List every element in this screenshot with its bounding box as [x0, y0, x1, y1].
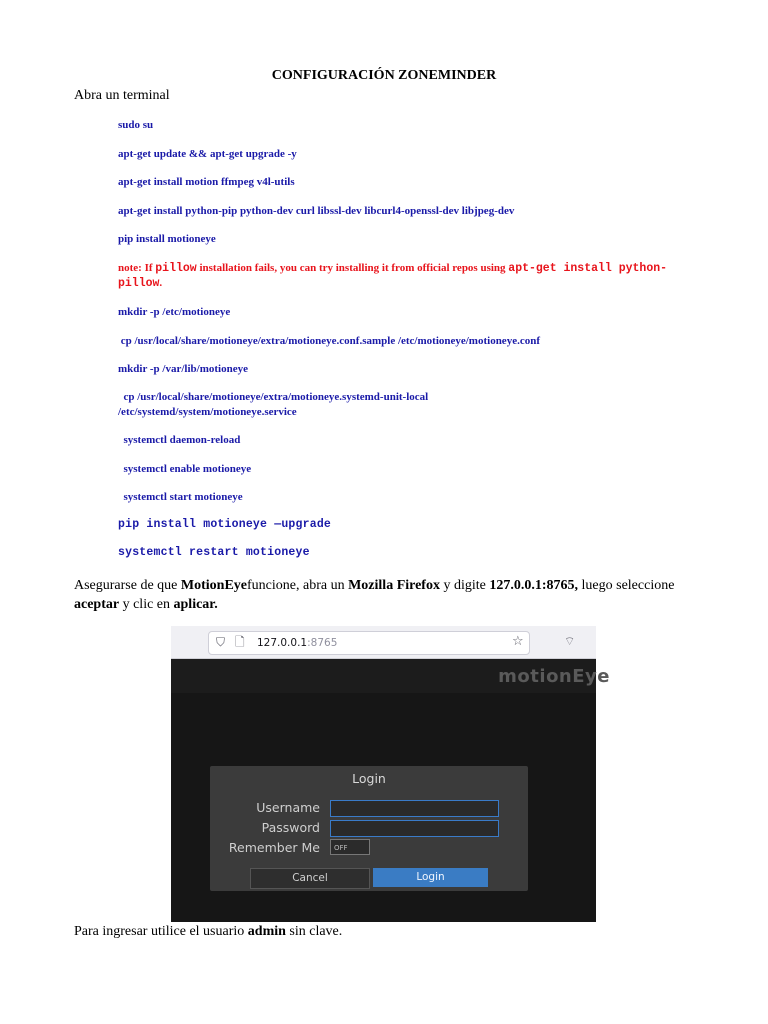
command-mkdir-etc: mkdir -p /etc/motioneye	[118, 306, 231, 318]
bookmark-star-icon[interactable]: ☆	[512, 634, 524, 649]
command-apt-update: apt-get update && apt-get upgrade -y	[118, 148, 297, 160]
remember-me-toggle[interactable]: OFF	[330, 839, 370, 855]
cancel-button[interactable]: Cancel	[250, 868, 370, 889]
pillow-note: note: If pillow installation fails, you can try installing it from official repos using apt-get install python-pillow.	[118, 262, 668, 290]
page-icon: 🗋	[235, 635, 245, 649]
password-label: Password	[261, 820, 320, 835]
command-restart: systemctl restart motioneye	[118, 546, 310, 559]
command-daemon-reload: systemctl daemon-reload	[118, 434, 241, 446]
command-install-python: apt-get install python-pip python-dev curl libssl-dev libcurl4-openssl-dev libjpeg-dev	[118, 205, 515, 217]
remember-me-label: Remember Me	[228, 840, 320, 855]
command-cp-service: cp /usr/local/share/motioneye/extra/motioneye.systemd-unit-local	[118, 391, 429, 403]
shield-icon: ⛉	[216, 635, 226, 649]
instructions-paragraph: Asegurarse de que MotionEyefuncione, abra un Mozilla Firefox y digite 127.0.0.1:8765, luego seleccione aceptar y clic en aplicar.	[74, 578, 675, 612]
command-enable: systemctl enable motioneye	[118, 463, 252, 475]
address-bar[interactable]	[208, 631, 530, 655]
command-mkdir-var: mkdir -p /var/lib/motioneye	[118, 363, 248, 375]
browser-toolbar	[171, 626, 596, 659]
username-input[interactable]	[330, 800, 499, 817]
command-pip-install: pip install motioneye	[118, 233, 216, 245]
login-dialog-title: Login	[352, 771, 386, 786]
login-info-paragraph: Para ingresar utilice el usuario admin sin clave.	[74, 924, 343, 939]
motioneye-login-screenshot	[171, 626, 610, 922]
login-dialog	[210, 766, 528, 891]
command-start: systemctl start motioneye	[118, 491, 243, 503]
command-cp-service-dest: /etc/systemd/system/motioneye.service	[118, 406, 297, 418]
command-pip-upgrade: pip install motioneye —upgrade	[118, 518, 332, 531]
url-text: 127.0.0.1:8765	[257, 637, 338, 649]
page-title: CONFIGURACIÓN ZONEMINDER	[271, 68, 497, 83]
username-label: Username	[256, 800, 320, 815]
command-install-motion: apt-get install motion ffmpeg v4l-utils	[118, 176, 295, 188]
login-button[interactable]: Login	[373, 868, 488, 887]
command-sudo: sudo su	[118, 119, 154, 131]
pocket-icon[interactable]: ⌔	[564, 634, 576, 648]
command-cp-conf: cp /usr/local/share/motioneye/extra/motioneye.conf.sample /etc/motioneye/motioneye.conf	[118, 335, 540, 347]
intro-text: Abra un terminal	[74, 88, 170, 103]
password-input[interactable]	[330, 820, 499, 837]
motioneye-logo: motionEye	[498, 666, 610, 687]
